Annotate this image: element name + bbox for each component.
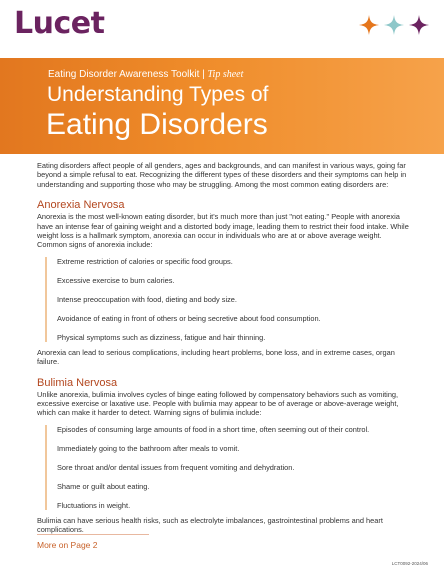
list-item: Sore throat and/or dental issues from frequent vomiting and dehydration. xyxy=(57,462,295,472)
title-banner xyxy=(0,58,444,154)
bulimia-body: Unlike anorexia, bulimia involves cycles of binge eating followed by compensatory behaviors such as vomiting, excessive exercise or laxative use. People with bulimia may appear to be of average or above-average weight, which can make it harder to detect. Warning signs of bulimia include: xyxy=(37,389,399,418)
anorexia-signs-list xyxy=(45,257,411,342)
more-on-page-2-link[interactable]: More on Page 2 xyxy=(37,540,98,550)
page-header xyxy=(0,0,444,58)
main-content xyxy=(37,161,411,535)
anorexia-body: Anorexia is the most well-known eating disorder, but it's much more than just "not eating." People with anorexia have an intense fear of gaining weight and a distorted body image, leading them to restrict their food intake. While weight loss is a hallmark symptom, anorexia can occur in individuals who are at or above average weight. Common signs of anorexia include: xyxy=(37,212,409,250)
footer-divider xyxy=(37,534,149,535)
anorexia-heading: Anorexia Nervosa xyxy=(37,199,125,212)
bulimia-signs-list xyxy=(45,425,411,510)
purple-star-icon xyxy=(408,14,430,36)
list-item: Avoidance of eating in front of others or being secretive about food consumption. xyxy=(57,313,321,323)
list-item: Episodes of consuming large amounts of food in a short time, often seeming out of their control. xyxy=(57,424,370,434)
list-item: Physical symptoms such as dizziness, fatigue and hair thinning. xyxy=(57,332,266,342)
toolkit-kicker xyxy=(48,69,243,80)
lucet-logo: Lucet xyxy=(14,6,105,41)
star-decoration xyxy=(358,14,430,36)
page-title-line2: Eating Disorders xyxy=(46,108,268,141)
list-item: Extreme restriction of calories or specific food groups. xyxy=(57,256,233,266)
document-code: LCT0092-2024/06 xyxy=(391,561,428,566)
list-item: Intense preoccupation with food, dieting and body size. xyxy=(57,294,237,304)
list-item: Excessive exercise to burn calories. xyxy=(57,275,175,285)
list-item: Immediately going to the bathroom after meals to vomit. xyxy=(57,443,240,453)
list-item: Shame or guilt about eating. xyxy=(57,481,150,491)
kicker-main: Eating Disorder Awareness Toolkit | xyxy=(48,69,208,80)
bulimia-closing: Bulimia can have serious health risks, such as electrolyte imbalances, gastrointestinal problems and heart complications. xyxy=(37,515,383,535)
list-item: Fluctuations in weight. xyxy=(57,500,131,510)
page-title-line1: Understanding Types of xyxy=(47,83,269,106)
anorexia-closing: Anorexia can lead to serious complications, including heart problems, bone loss, and in extreme cases, organ failure. xyxy=(37,347,395,367)
intro-paragraph: Eating disorders affect people of all genders, ages and backgrounds, and can manifest in various ways, going far beyond a simple refusal to eat. Recognizing the different types of these disorders and their symptoms can help in understanding and supporting those who may be struggling. Among the most common eating disorders are: xyxy=(37,161,407,189)
kicker-tip-sheet: Tip sheet xyxy=(207,69,244,80)
orange-star-icon xyxy=(358,14,380,36)
bulimia-heading: Bulimia Nervosa xyxy=(37,376,118,389)
teal-star-icon xyxy=(383,14,405,36)
